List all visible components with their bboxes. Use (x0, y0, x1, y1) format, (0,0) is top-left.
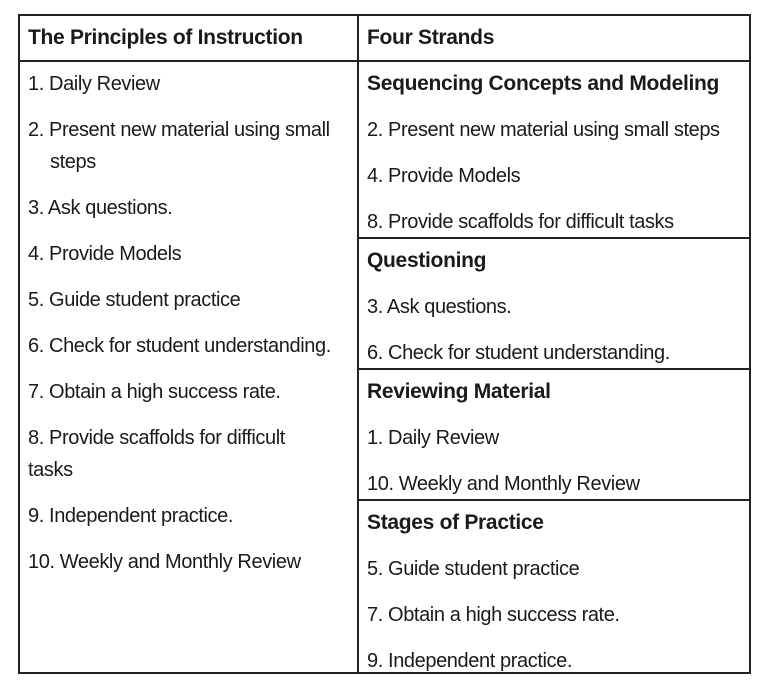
principle-item: 4. Provide Models (28, 243, 182, 265)
principle-item: 10. Weekly and Monthly Review (28, 551, 301, 573)
strand-title: Reviewing Material (367, 380, 551, 403)
principle-item: 1. Daily Review (28, 73, 160, 95)
principle-item: 5. Guide student practice (28, 289, 241, 311)
strand-item: 3. Ask questions. (367, 296, 512, 318)
header-four-strands: Four Strands (359, 16, 751, 62)
principle-item-line: steps (50, 151, 96, 173)
strand-item: 2. Present new material using small steps (367, 119, 720, 141)
strand-item: 4. Provide Models (367, 165, 521, 187)
strand-item: 7. Obtain a high success rate. (367, 604, 620, 626)
strands-column (359, 62, 751, 674)
strand-item: 5. Guide student practice (367, 558, 580, 580)
principle-item-line: 2. Present new material using small (28, 119, 330, 141)
principle-item (28, 114, 349, 178)
strand-item: 8. Provide scaffolds for difficult tasks (367, 211, 674, 233)
header-principles: The Principles of Instruction (20, 16, 359, 62)
principles-column (20, 62, 359, 674)
principle-item-line: 8. Provide scaffolds for difficult (28, 427, 285, 449)
principle-item: 7. Obtain a high success rate. (28, 381, 281, 403)
strand-practice (359, 501, 751, 691)
principle-item-line: tasks (28, 459, 73, 481)
principle-item: 9. Independent practice. (28, 505, 233, 527)
strand-title: Sequencing Concepts and Modeling (367, 72, 720, 95)
strand-reviewing (359, 370, 751, 501)
strand-questioning (359, 239, 751, 370)
principle-item: 3. Ask questions. (28, 197, 173, 219)
strand-item: 9. Independent practice. (367, 650, 572, 672)
principle-item: 6. Check for student understanding. (28, 335, 331, 357)
strand-sequencing (359, 62, 751, 239)
strand-item: 1. Daily Review (367, 427, 499, 449)
principle-item (28, 422, 349, 486)
strand-item: 10. Weekly and Monthly Review (367, 473, 640, 495)
strand-title: Stages of Practice (367, 511, 544, 534)
strand-item: 6. Check for student understanding. (367, 342, 670, 364)
principles-strands-table (18, 14, 751, 674)
strand-title: Questioning (367, 249, 487, 272)
